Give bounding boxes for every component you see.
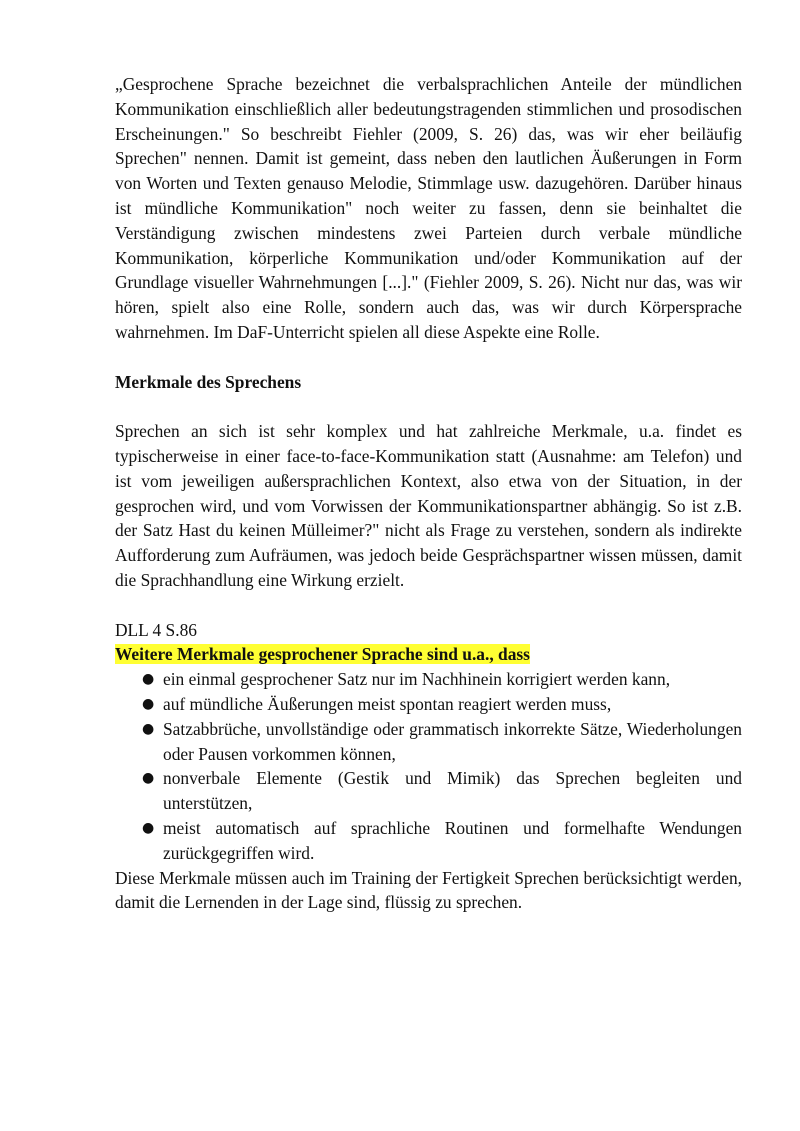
spacer bbox=[115, 394, 742, 419]
spacer bbox=[115, 593, 742, 618]
list-item-text: nonverbale Elemente (Gestik und Mimik) das Sprechen begleiten und unterstützen, bbox=[163, 768, 742, 814]
feature-list bbox=[115, 667, 742, 865]
list-item-text: Satzabbrüche, unvollständige oder grammatisch inkorrekte Sätze, Wiederholungen oder Pausen vorkommen können, bbox=[163, 718, 742, 764]
list-item bbox=[142, 717, 742, 767]
bullet-icon: ● bbox=[142, 671, 155, 688]
list-item-text: auf mündliche Äußerungen meist spontan reagiert werden muss, bbox=[163, 693, 612, 714]
list-item bbox=[142, 667, 742, 692]
list-item-text: meist automatisch auf sprachliche Routinen und formelhafte Wendungen zurückgegriffen wird. bbox=[163, 817, 742, 863]
list-item bbox=[142, 816, 742, 866]
list-item bbox=[142, 692, 742, 717]
highlighted-heading-line bbox=[115, 642, 742, 667]
document-page bbox=[115, 72, 742, 915]
bullet-icon: ● bbox=[142, 720, 155, 737]
section-paragraph: Sprechen an sich ist sehr komplex und hat zahlreiche Merkmale, u.a. findet es typischerweise in einer face-to-face-Kommunikation statt (Ausnahme: am Telefon) und ist vom jeweiligen außersprachlichen Kontext, also etwa von der Situation, in der gesprochen wird, und vom Vorwissen der Kommunikationspartner abhängig. So ist z.B. der Satz Hast du keinen Mülleimer?" nicht als Frage zu verstehen, sondern als indirekte Aufforderung zum Aufräumen, was jedoch beide Gesprächspartner wissen müssen, damit die Sprachhandlung eine Wirkung erzielt. bbox=[115, 421, 742, 590]
section-heading: Merkmale des Sprechens bbox=[115, 371, 302, 392]
reference-label: DLL 4 S.86 bbox=[115, 619, 197, 640]
bullet-icon: ● bbox=[142, 770, 155, 787]
list-item-text: ein einmal gesprochener Satz nur im Nachhinein korrigiert werden kann, bbox=[163, 669, 671, 690]
highlighted-heading: Weitere Merkmale gesprochener Sprache sind u.a., dass bbox=[115, 644, 530, 665]
spacer bbox=[115, 345, 742, 370]
list-item bbox=[142, 766, 742, 816]
conclusion-paragraph: Diese Merkmale müssen auch im Training der Fertigkeit Sprechen berücksichtigt werden, damit die Lernenden in der Lage sind, flüssig zu sprechen. bbox=[115, 867, 742, 913]
intro-paragraph: „Gesprochene Sprache bezeichnet die verbalsprachlichen Anteile der mündlichen Kommunikation einschließlich aller bedeutungstragenden stimmlichen und prosodischen Erscheinungen." So beschreibt Fiehler (2009, S. 26) das, was wir eher beiläufig Sprechen" nennen. Damit ist gemeint, dass neben den lautlichen Äußerungen in Form von Worten und Texten genauso Melodie, Stimmlage usw. dazugehören. Darüber hinaus ist mündliche Kommunikation" noch weiter zu fassen, denn sie beinhaltet die Verständigung zwischen mindestens zwei Parteien durch verbale mündliche Kommunikation, körperliche Kommunikation und/oder Kommunikation auf der Grundlage visueller Wahrnehmungen [...]." (Fiehler 2009, S. 26). Nicht nur das, was wir hören, spielt also eine Rolle, sondern auch das, was wir durch Körpersprache wahrnehmen. Im DaF-Unterricht spielen all diese Aspekte eine Rolle. bbox=[115, 74, 742, 342]
bullet-icon: ● bbox=[142, 819, 155, 836]
bullet-icon: ● bbox=[142, 695, 155, 712]
